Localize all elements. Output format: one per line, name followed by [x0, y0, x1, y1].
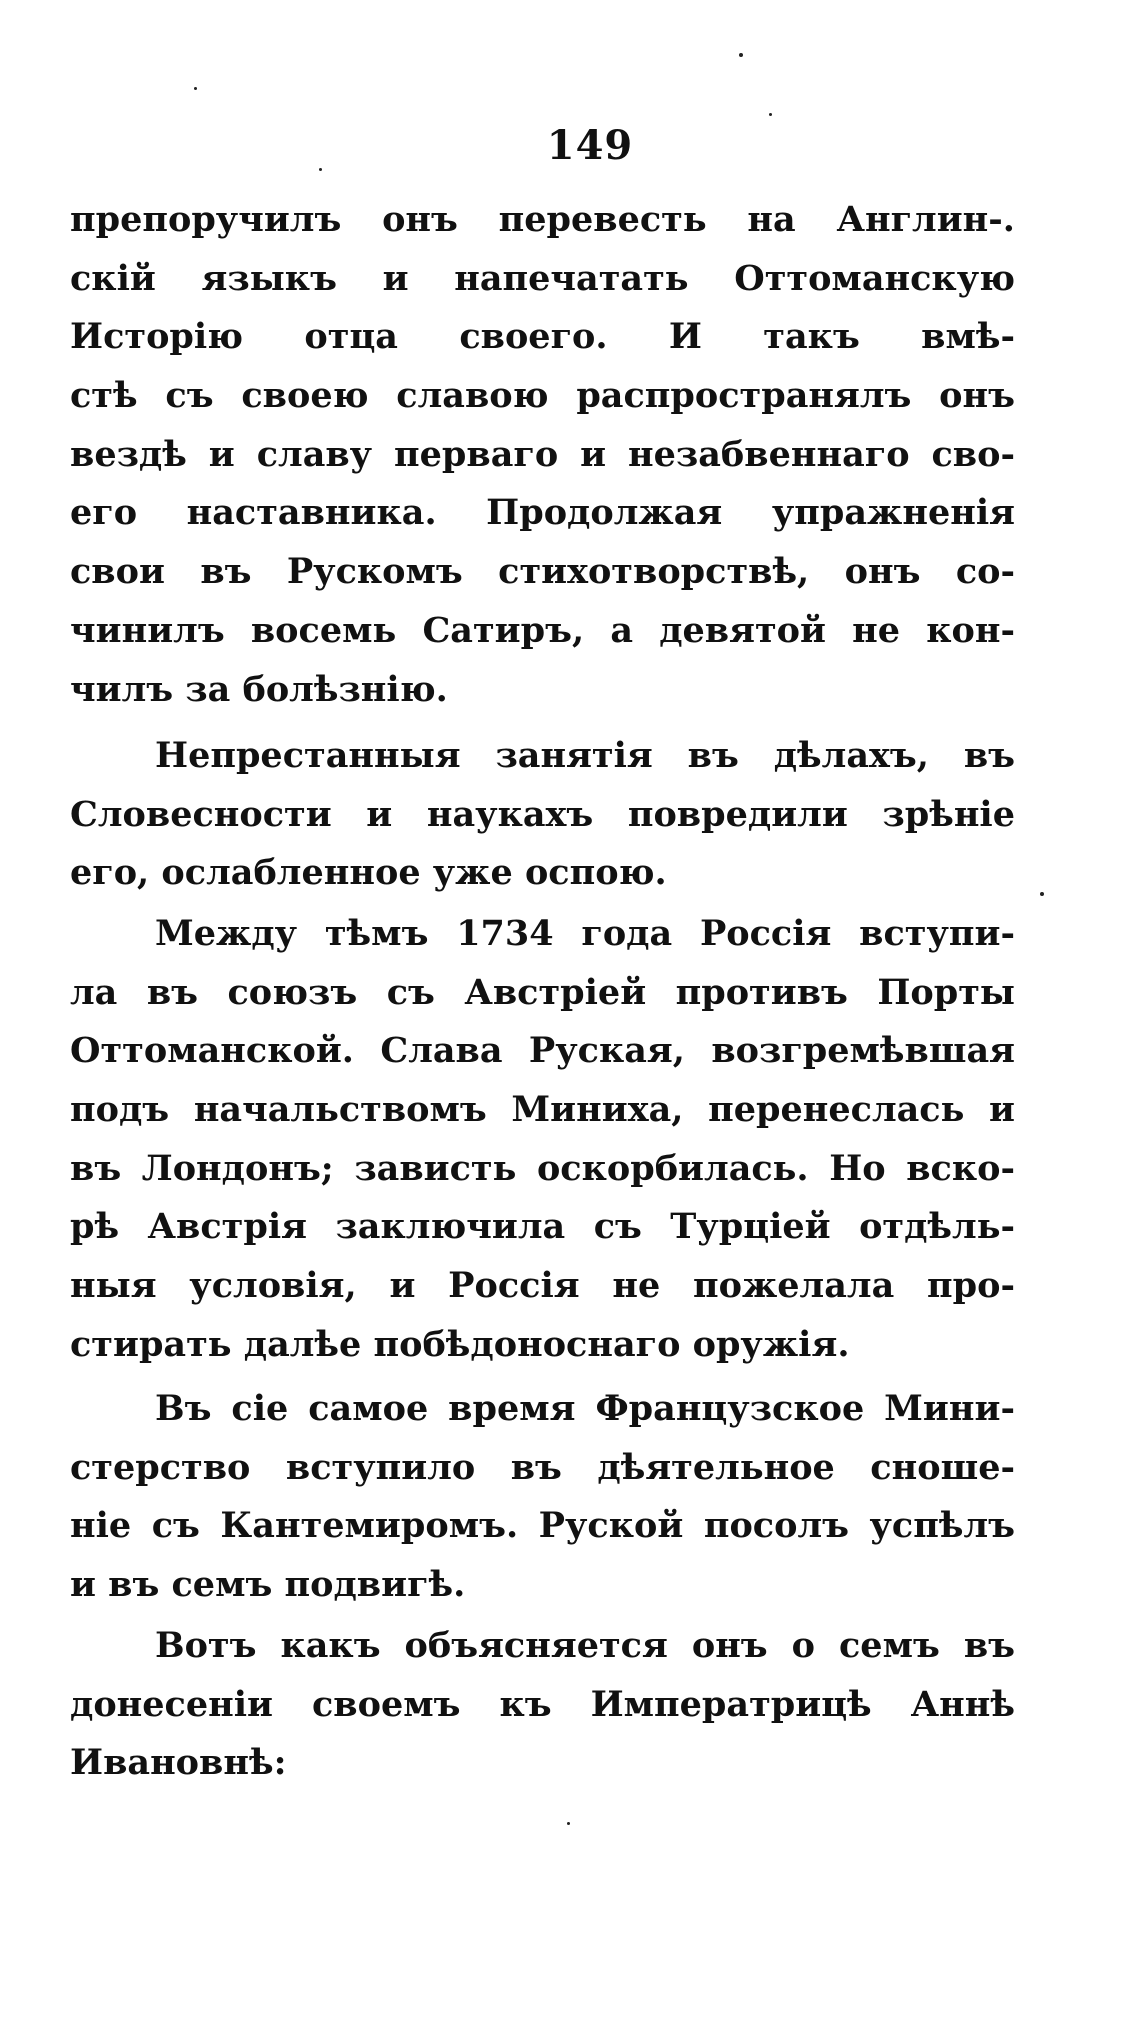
text-line: Вотъ какъ объясняется онъ о семъ въ — [155, 1625, 1015, 1666]
scan-speck — [319, 168, 322, 171]
text-line: стирать далѣе побѣдоноснаго оружія. — [70, 1323, 850, 1365]
text-line: стерство вступило въ дѣятельное сноше- — [70, 1446, 1015, 1488]
text-line: ла въ союзъ съ Австріей противъ Порты — [70, 971, 1015, 1013]
text-line: въ Лондонъ; зависть оскорбилась. Но вско- — [70, 1147, 1015, 1189]
text-line: рѣ Австрія заключила съ Турціей отдѣль- — [70, 1206, 1015, 1248]
paragraph-3 — [70, 905, 1015, 1375]
text-line: Между тѣмъ 1734 года Россія вступи- — [155, 913, 1015, 954]
paragraph-2 — [70, 727, 1015, 903]
paragraph-4 — [70, 1380, 1015, 1615]
text-line: Исторію отца своего. И такъ вмѣ- — [70, 316, 1015, 358]
text-line: свои въ Рускомъ стихотворствѣ, онъ со- — [70, 551, 1015, 593]
text-line: ныя условія, и Россія не пожелала про- — [70, 1265, 1015, 1307]
text-line: донесеніи своемъ къ Императрицѣ Аннѣ — [70, 1683, 1015, 1725]
text-line: и въ семъ подвигѣ. — [70, 1564, 466, 1606]
text-line: подъ начальствомъ Миниха, перенеслась и — [70, 1089, 1015, 1131]
text-line: скій языкъ и напечатать Оттоманскую — [70, 257, 1015, 299]
scan-speck — [739, 53, 743, 57]
text-line: чилъ за болѣзнію. — [70, 668, 448, 710]
text-line: Ивановнѣ: — [70, 1742, 287, 1784]
paragraph-5 — [70, 1617, 1015, 1793]
text-line: ніе съ Кантемиромъ. Руской посолъ успѣлъ — [70, 1505, 1015, 1547]
text-line: его, ослабленное уже оспою. — [70, 852, 667, 894]
text-line: Въ сіе самое время Французское Мини- — [155, 1388, 1015, 1429]
text-line: препоручилъ онъ перевесть на Англин-. — [70, 199, 1015, 240]
text-line: чинилъ восемь Сатиръ, а девятой не кон- — [70, 609, 1015, 651]
scan-speck — [769, 113, 772, 116]
text-line: Непрестанныя занятія въ дѣлахъ, въ — [155, 735, 1015, 776]
paragraph-1 — [70, 191, 1015, 719]
scan-speck — [194, 87, 197, 90]
text-line: Словесности и наукахъ повредили зрѣніе — [70, 793, 1015, 835]
page-number: 149 — [546, 122, 634, 169]
text-line: его наставника. Продолжая упражненія — [70, 492, 1015, 534]
scan-speck — [1040, 892, 1044, 896]
text-line: Оттоманской. Слава Руская, возгремѣвшая — [70, 1030, 1015, 1072]
scan-speck — [567, 1822, 570, 1825]
text-line: вездѣ и славу перваго и незабвеннаго сво- — [70, 433, 1015, 475]
text-line: стѣ съ своею славою распространялъ онъ — [70, 375, 1015, 417]
